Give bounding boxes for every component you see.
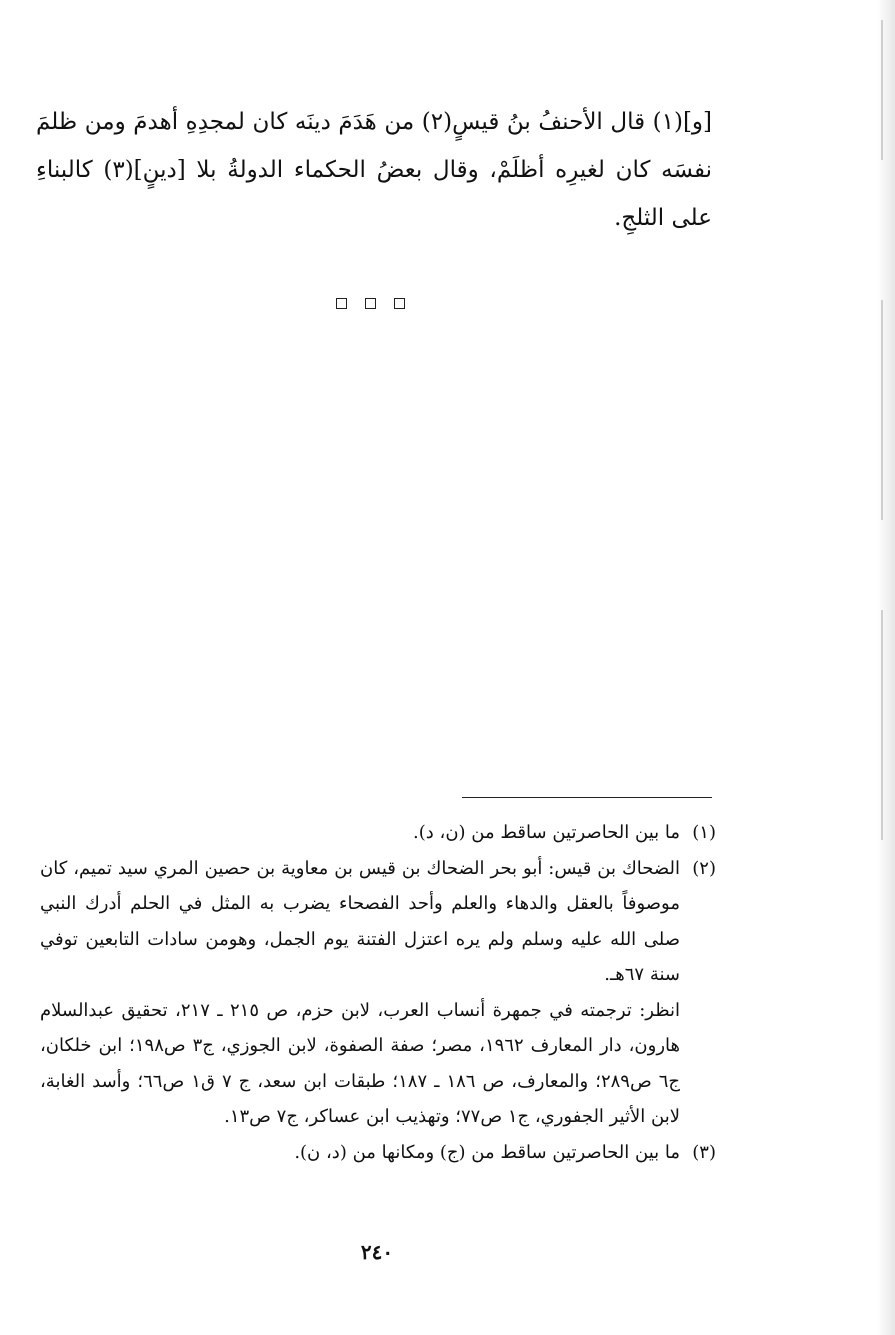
divider-square-icon	[394, 298, 405, 309]
footnote-text: ما بين الحاصرتين ساقط من (ج) ومكانها من (د، ن).	[294, 1141, 680, 1163]
main-paragraph: [و](١) قال الأحنفُ بنُ قيسٍ(٢) من هَدَمَ دينَه كان لمجدِهِ أهدمَ ومن ظلمَ نفسَه كان لغيرِه أظلَمْ، وقال بعضُ الحكماء الدولةُ بلا [دينٍ](٣) كالبناءِ على الثلجِ.	[36, 109, 713, 231]
footnote-1	[40, 815, 716, 851]
footnote-text: ما بين الحاصرتين ساقط من (ن، د).	[413, 822, 680, 843]
page-number: ٢٤٠	[360, 1240, 394, 1264]
footnote-body	[40, 815, 680, 851]
footnote-text: الضحاك بن قيس: أبو بحر الضحاك بن قيس بن معاوية بن حصين المري سيد تميم، كان موصوفاً بالعقل والدهاء والعلم وأحد الفصحاء يضرب به المثل في الحلم أدرك النبي صلى الله عليه وسلم ولم يره اعتزل الفتنة يوم الجمل، وهومن سادات التابعين توفي سنة ٦٧هـ.	[40, 857, 680, 985]
footnote-3	[40, 1135, 716, 1171]
page-edge-shadow	[877, 0, 895, 1335]
footnote-2	[40, 851, 716, 1135]
footnote-number: (٣)	[692, 1141, 716, 1163]
divider-square-icon	[365, 298, 376, 309]
main-text	[36, 98, 712, 242]
footnote-body	[40, 851, 680, 1135]
footnote-number: (٢)	[692, 857, 716, 879]
footnotes	[40, 815, 716, 1170]
page-edge-mark	[881, 610, 883, 840]
page-edge-mark	[881, 300, 883, 520]
footnote-references: انظر: ترجمته في جمهرة أنساب العرب، لابن حزم، ص ٢١٥ ـ ٢١٧، تحقيق عبدالسلام هارون، دار المعارف ١٩٦٢، مصر؛ صفة الصفوة، لابن الجوزي، ج٣ ص١٩٨؛ ابن خلكان، ج٦ ص٢٨٩؛ والمعارف، ص ١٨٦ ـ ١٨٧؛ طبقات ابن سعد، ج ٧ ق١ ص٦٦؛ وأسد الغابة، لابن الأثير الجفوري، ج١ ص٧٧؛ وتهذيب ابن عساكر، ج٧ ص١٣.	[40, 999, 681, 1127]
footnote-number: (١)	[692, 822, 716, 843]
divider-square-icon	[336, 298, 347, 309]
section-divider	[336, 298, 426, 318]
page-edge-mark	[881, 20, 883, 160]
footnote-separator	[462, 797, 712, 798]
footnote-body	[40, 1135, 680, 1171]
